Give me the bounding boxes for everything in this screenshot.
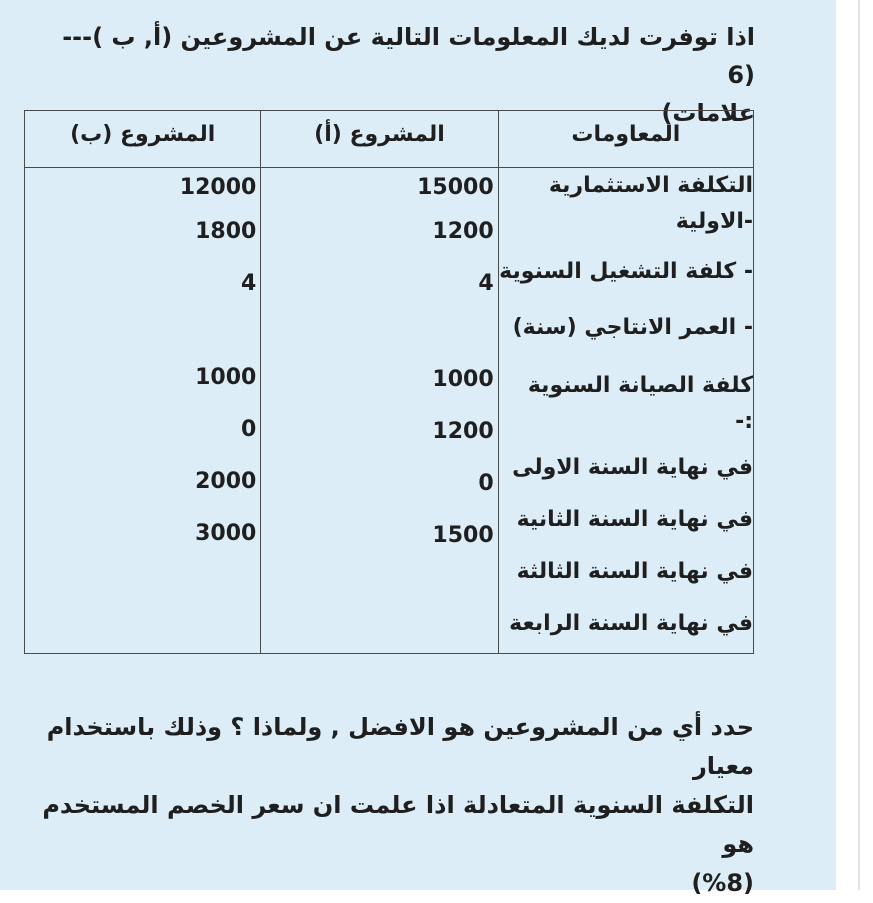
label-year-4: في نهاية السنة الرابعة <box>509 611 753 636</box>
label-year-1: في نهاية السنة الاولى <box>512 455 753 480</box>
project-a-operating-cost: 1200 <box>432 219 494 244</box>
header-project-a: المشروع (أ) <box>261 111 498 168</box>
question-line: التكلفة السنوية المتعادلة اذا علمت ان سعر الخصم المستخدم هو <box>42 791 754 858</box>
label-year-3: في نهاية السنة الثالثة <box>516 559 753 584</box>
project-b-useful-life: 4 <box>241 271 257 296</box>
project-b-maintenance-year-4: 3000 <box>195 521 257 546</box>
project-a-maintenance-year-4: 1500 <box>432 523 494 548</box>
label-maintenance-cost: كلفة الصيانة السنوية <box>527 373 753 398</box>
question-heading-text: اذا توفرت لديك المعلومات التالية عن المشروعين (أ, ب )--- (6 <box>62 23 755 89</box>
label-initial: -الاولية <box>675 209 753 234</box>
question-body <box>30 708 754 903</box>
page-divider <box>858 0 860 890</box>
project-b-values-cell <box>25 168 261 654</box>
table-header-row <box>25 111 754 168</box>
header-project-b: المشروع (ب) <box>25 111 261 168</box>
project-b-operating-cost: 1800 <box>195 219 257 244</box>
project-b-maintenance-year-2: 0 <box>241 417 257 442</box>
label-colon: :- <box>735 409 753 434</box>
project-a-maintenance-year-2: 1200 <box>432 419 494 444</box>
info-labels-cell <box>498 168 753 654</box>
project-b-investment-cost: 12000 <box>179 175 257 200</box>
project-b-maintenance-year-3: 2000 <box>195 469 257 494</box>
label-operating-cost: - كلفة التشغيل السنوية <box>499 259 753 284</box>
question-marks: علامات) <box>661 99 755 127</box>
project-a-investment-cost: 15000 <box>417 175 494 200</box>
label-investment-cost: التكلفة الاستثمارية <box>548 173 753 198</box>
project-a-maintenance-year-3: 0 <box>478 471 494 496</box>
header-info: المعاومات <box>498 111 753 168</box>
question-line: حدد أي من المشروعين هو الافضل , ولماذا ؟ وذلك باستخدام معيار <box>46 713 754 780</box>
project-a-maintenance-year-1: 1000 <box>432 367 494 392</box>
project-a-values-cell <box>261 168 498 654</box>
label-year-2: في نهاية السنة الثانية <box>516 507 753 532</box>
projects-info-table <box>24 110 754 654</box>
label-useful-life: - العمر الانتاجي (سنة) <box>512 315 753 340</box>
project-b-maintenance-year-1: 1000 <box>195 365 257 390</box>
table-body-row <box>25 168 754 654</box>
question-line: (%8) <box>691 869 754 897</box>
project-a-useful-life: 4 <box>478 271 494 296</box>
